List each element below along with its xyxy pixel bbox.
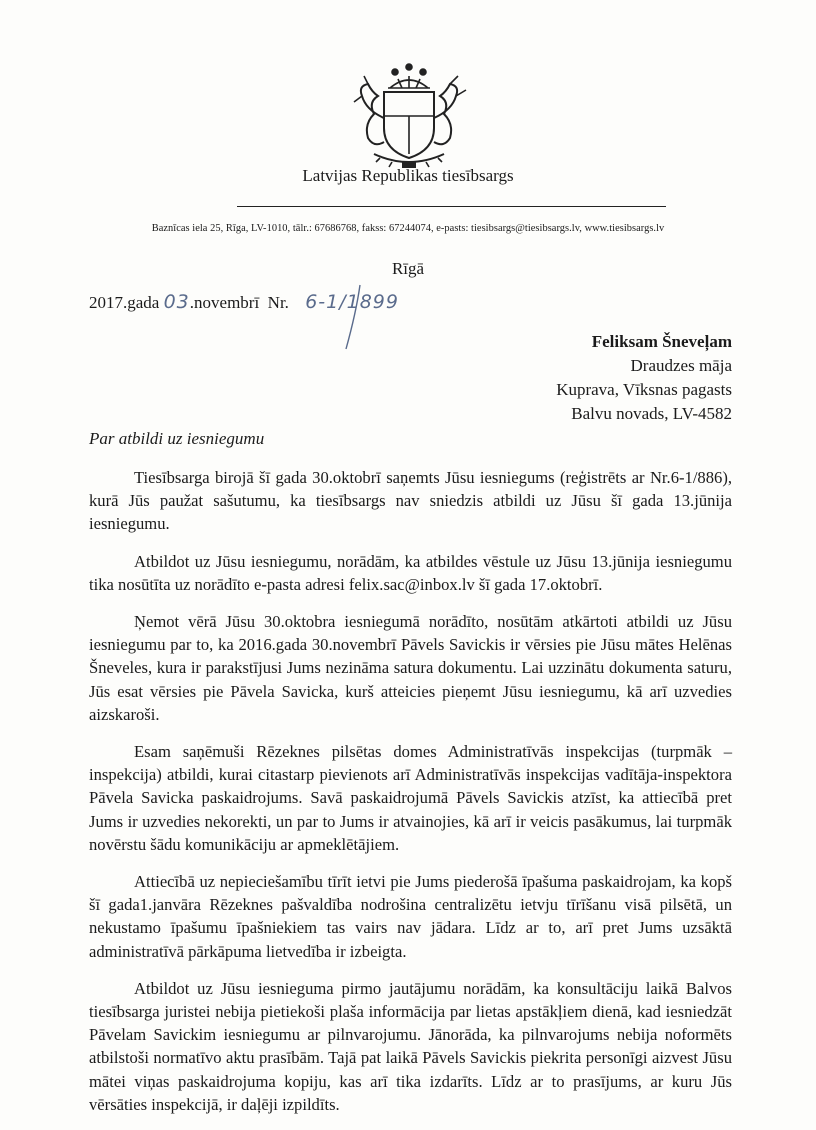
registration-number-handwritten: 6-1/1899 xyxy=(305,291,399,313)
body-paragraph: Attiecībā uz nepieciešamību tīrīt ietvi pie Jums piederošā īpašuma paskaidrojam, ka kopš šī gada1.janvāra Rēzeknes pašvaldība nodrošina centralizētu ietvju tīrīšanu visā pilsētā, un nekustamo īpašumu īpašniekiem tas vairs nav jādara. Līdz ar to, arī pret Jums uzsāktā administratīvā pārkāpuma lietvedība ir izbeigta. xyxy=(89,872,732,961)
letter-subject: Par atbildi uz iesniegumu xyxy=(89,429,265,448)
body-paragraph: Esam saņēmuši Rēzeknes pilsētas domes Administratīvās inspekcijas (turpmāk – inspekcija) atbildi, kurai citastarp pievienots arī Administratīvās inspekcijas vadītāja-inspektora Pāvela Savicka paskaidrojums. Savā paskaidrojumā Pāvels Savickis atzīst, ka attiecībā pret Jums ir uzvedies nekorekti, un par to Jums ir atvainojies, kā arī ir veicis pasākumus, lai turpmāk novērstu šādu komunikāciju ar apmeklētājiem. xyxy=(89,742,732,854)
contact-details: Baznīcas iela 25, Rīga, LV-1010, tālr.: 67686768, fakss: 67244074, e-pasts: tiesibsargs@tiesibsargs.lv, www.tiesibsargs.lv xyxy=(151,223,665,234)
addressee-line-2: Kuprava, Vīksnas pagasts xyxy=(556,380,732,399)
body-paragraph: Ņemot vērā Jūsu 30.oktobra iesniegumā norādīto, nosūtām atkārtoti atbildi uz Jūsu iesniegumu par to, ka 2016.gada 30.novembrī Pāvels Savickis ir vērsies pie Jūsu mātes Helēnas Šneveles, kura ir parakstījusi Jums nezināma satura dokumentu. Lai uzzinātu dokumenta saturu, Jūs esat vērsies pie Pāvela Savicka, kurš atteicies pieņemt Jūsu iesniegumu, kā arī uzvedies aizskaroši. xyxy=(89,612,732,724)
body-paragraph: Atbildot uz Jūsu iesnieguma pirmo jautājumu norādām, ka konsultāciju laikā Balvos tiesībsarga juristei nebija pietiekoši plaša informācija par lietas apstākļiem dienā, kad iesniedzāt Pāvelam Savickim iesniegumu ar pilnvarojumu. Jānorāda, ka pilnvarojums nebija noformēts atbilstoši normatīvo aktu prasībām. Tajā pat laikā Pāvels Savickis piekrita personīgi aizvest Jūsu mātei viņas paskaidrojuma kopiju, kas arī tika izdarīts. Līdz ar to prasījums, ar kuru Jūs vērsāties inspekcijā, ir daļēji izpildīts. xyxy=(89,978,732,1114)
body-paragraph: Atbildot uz Jūsu iesniegumu, norādām, ka atbildes vēstule uz Jūsu 13.jūnija iesniegumu tika nosūtīta uz norādīto e-pasta adresi felix.sac@inbox.lv šī gada 17.oktobrī. xyxy=(89,551,732,594)
organization-name: Latvijas Republikas tiesībsargs xyxy=(302,166,514,185)
place-of-issue: Rīgā xyxy=(391,259,425,278)
coat-of-arms-icon xyxy=(338,58,480,170)
addressee-block xyxy=(556,330,732,426)
handwritten-slash-mark xyxy=(312,283,402,353)
addressee-line-3: Balvu novads, LV-4582 xyxy=(571,404,732,423)
addressee-name: Feliksam Šneveļam xyxy=(591,332,732,351)
date-year: 2017.gada xyxy=(89,293,160,312)
addressee-line-1: Draudzes māja xyxy=(630,356,732,375)
header-divider xyxy=(237,206,666,207)
date-month-number-label: .novembrī Nr. xyxy=(189,293,289,312)
body-paragraph: Tiesībsarga birojā šī gada 30.oktobrī saņemts Jūsu iesniegums (reģistrēts ar Nr.6-1/886), kurā Jūs paužat sašutumu, ka tiesībsargs nav sniedzis atbildi uz Jūsu šī gada 13.jūnija iesniegumu. xyxy=(89,468,732,534)
date-day-handwritten: 03 xyxy=(163,291,190,313)
letter-body xyxy=(89,466,732,1130)
